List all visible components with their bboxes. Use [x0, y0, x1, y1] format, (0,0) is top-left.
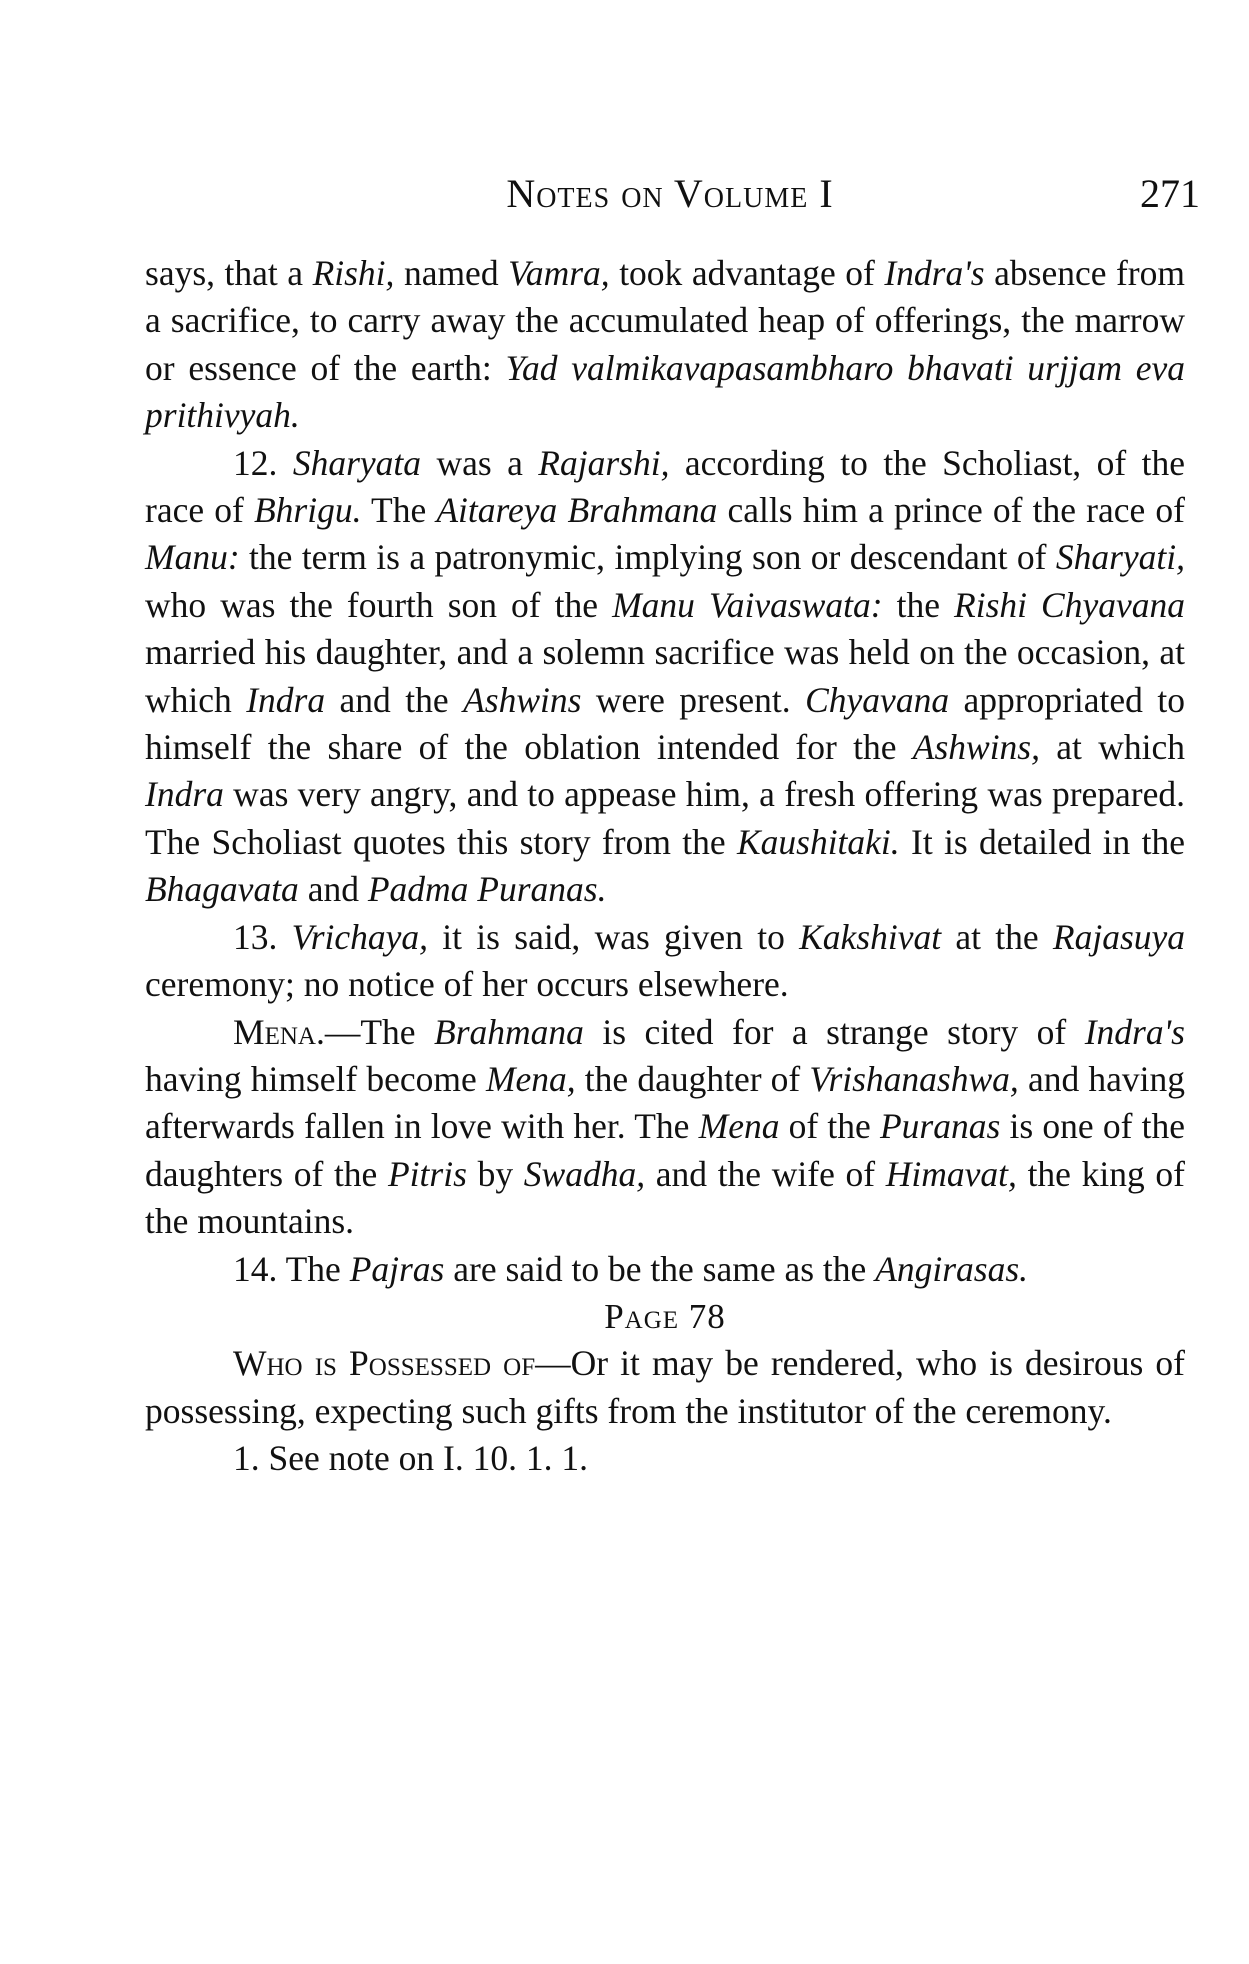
italic-term: Puranas	[880, 1106, 1001, 1147]
italic-term: Bhrigu.	[254, 490, 362, 531]
text-run: was very angry, and to appease him, a fresh offering was prepared. The Scholiast quotes this story from the	[145, 774, 1185, 862]
text-run: the	[882, 584, 955, 625]
italic-term: Indra	[145, 774, 224, 815]
italic-term: Manu:	[145, 537, 240, 578]
italic-term: Kaushitaki.	[736, 821, 900, 862]
italic-term: Rajasuya	[1052, 916, 1186, 957]
italic-term: Indra's	[1084, 1011, 1185, 1052]
text-run: and the wife of	[645, 1153, 886, 1194]
text-run: of the	[779, 1106, 880, 1147]
running-title: Notes on Volume I	[506, 171, 834, 216]
text-run: ceremony; no notice of her occurs elsewhere.	[145, 964, 789, 1005]
italic-term: Rajarshi,	[538, 442, 670, 483]
italic-term: Himavat,	[885, 1153, 1017, 1194]
text-run: and	[298, 869, 368, 910]
paragraph	[145, 440, 1185, 914]
text-run: Page 78	[604, 1296, 726, 1336]
text-run: 13.	[233, 916, 292, 957]
text-run: and having afterwards fallen in love with her. The	[145, 1058, 1185, 1147]
text-run: appropriated to himself the share of the oblation intended for the	[145, 679, 1185, 768]
text-run: it is said, was given to	[428, 916, 800, 957]
text-run: by	[466, 1153, 524, 1194]
italic-term: Sharyati,	[1055, 537, 1185, 578]
text-run: calls him a prince of the race of	[717, 490, 1185, 531]
italic-term: Yad valmikavapasambharo bhavati urjjam eva prithivyah.	[145, 347, 1185, 436]
paragraph	[145, 914, 1185, 1009]
paragraph	[145, 250, 1185, 440]
italic-term: Mena,	[485, 1058, 576, 1099]
small-caps-lead: Mena.	[233, 1011, 325, 1052]
text-run: —The	[324, 1011, 435, 1052]
italic-term: Brahmana	[434, 1011, 584, 1052]
text-run: the term is a patronymic, implying son or descendant of	[239, 537, 1056, 578]
text-run: having himself become	[145, 1058, 486, 1099]
text-run: was a	[421, 442, 539, 483]
paragraph	[145, 1435, 1185, 1482]
body-text	[145, 250, 1185, 1483]
text-run: absence from a sacrifice, to carry away the accumulated heap of offerings, the marrow or essence of the earth:	[145, 253, 1185, 388]
section-heading	[145, 1293, 1185, 1340]
italic-term: Pitris	[388, 1153, 467, 1194]
text-run: 12.	[233, 442, 293, 483]
text-run: is one of the daughters of the	[145, 1106, 1185, 1194]
italic-term: Ashwins,	[912, 727, 1040, 768]
italic-term: Chyavana	[805, 679, 950, 720]
small-caps-lead: Who is Possessed of	[233, 1343, 536, 1384]
text-run: were present.	[581, 679, 806, 720]
text-run: at which	[1040, 727, 1185, 768]
text-run: married his daughter, and a solemn sacrifice was held on the occasion, at which	[145, 632, 1185, 720]
italic-term: Rishi,	[312, 253, 395, 293]
text-run: 1. See note on I. 10. 1. 1.	[233, 1438, 588, 1479]
italic-term: Vrichaya,	[291, 916, 429, 957]
italic-term: Sharyata	[292, 442, 421, 483]
text-run: who was the fourth son of the	[145, 584, 613, 625]
italic-term: Rishi Chyavana	[954, 584, 1186, 625]
text-run: according to the Scholiast, of the race of	[145, 442, 1185, 531]
paragraph	[145, 1340, 1185, 1435]
text-run: the daughter of	[575, 1058, 810, 1099]
text-run: The	[361, 490, 437, 531]
text-run: 14. The	[233, 1248, 350, 1289]
text-run: are said to be the same as the	[444, 1248, 876, 1289]
text-run: says, that a	[145, 253, 313, 293]
italic-term: Aitareya Brahmana	[436, 490, 718, 531]
italic-term: Angirasas.	[875, 1248, 1029, 1289]
page-number: 271	[1140, 171, 1200, 216]
page-header	[140, 170, 1200, 230]
italic-term: Manu Vaivaswata:	[612, 584, 883, 625]
paragraph	[145, 1009, 1185, 1246]
italic-term: Pajras	[349, 1248, 445, 1289]
italic-term: Vamra,	[508, 253, 610, 293]
text-run: It is detailed in the	[899, 821, 1185, 862]
text-run: —Or it may be rendered, who is desirous of possessing, expecting such gifts from the institutor of the ceremony.	[145, 1343, 1186, 1431]
italic-term: Mena	[698, 1106, 780, 1147]
text-run: the king of the mountains.	[145, 1153, 1185, 1242]
italic-term: Ashwins	[463, 679, 582, 720]
text-run: and the	[325, 679, 464, 720]
italic-term: Indra's	[884, 253, 985, 293]
italic-term: Kakshivat	[799, 916, 942, 957]
text-run: took advantage of	[609, 253, 885, 293]
text-run: is cited for a strange story of	[583, 1011, 1085, 1052]
italic-term: Vrishanashwa,	[809, 1058, 1019, 1099]
italic-term: Bhagavata	[145, 869, 299, 910]
italic-term: Indra	[246, 679, 326, 720]
italic-term: Swadha,	[523, 1153, 646, 1194]
text-run: at the	[941, 916, 1053, 957]
paragraph	[145, 1246, 1185, 1293]
italic-term: Padma Puranas.	[367, 869, 607, 910]
text-run: named	[394, 253, 509, 293]
